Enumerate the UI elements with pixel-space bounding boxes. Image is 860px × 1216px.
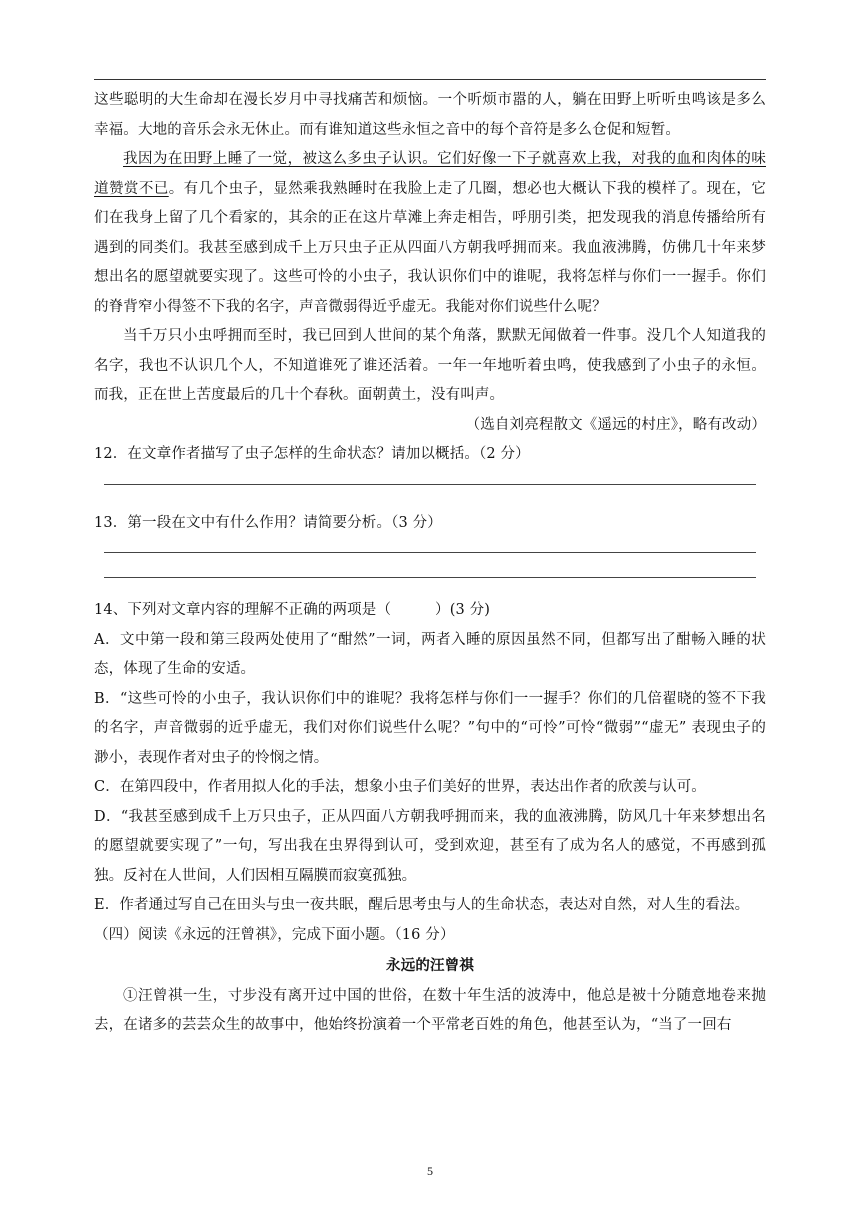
- paragraph-2-rest: 。有几个虫子，显然乘我熟睡时在我脸上走了几圈，想必也大概认下我的模样了。现在，它们在我身上留了几个看家的，其余的正在这片草滩上奔走相告，呼朋引类，把发现我的消息传播给所有遇到的同类们。我甚至感到成千上万只虫子正从四面八方朝我呼拥而来。我血液沸腾，仿佛几十年来梦想出名的愿望就要实现了。这些可怜的小虫子，我认识你们中的谁呢，我将怎样与你们一一握手。你们的脊背窄小得签不下我的名字，声音微弱得近乎虚无。我能对你们说些什么呢？: [94, 180, 767, 315]
- question-14: 14、下列对文章内容的理解不正确的两项是（ ）(3 分): [94, 602, 491, 618]
- question-13: 13．第一段在文中有什么作用？请简要分析。（3 分）: [94, 514, 442, 531]
- section-4-heading: （四）阅读《永远的汪曾祺》，完成下面小题。（16 分）: [94, 926, 455, 943]
- source-citation: （选自刘亮程散文《遥远的村庄》，略有改动）: [465, 416, 766, 433]
- paragraph-1: 这些聪明的大生命却在漫长岁月中寻找痛苦和烦恼。一个听烦市嚣的人，躺在田野上听听虫鸣该是多么幸福。大地的音乐会永无休止。而有谁知道这些永恒之音中的每个音符是多么仓促和短暂。: [94, 92, 766, 138]
- answer-line[interactable]: [104, 552, 756, 553]
- option-d: D．“我甚至感到成千上万只虫子，正从四面八方朝我呼拥而来，我的血液沸腾，防风几十年来梦想出名的愿望就要实现了”一句，写出我在虫界得到认可，受到欢迎，甚至有了成为名人的感觉，不再感到孤独。反衬在人世间，人们因相互隔膜而寂寞孤独。: [94, 808, 766, 884]
- article-title: 永远的汪曾祺: [386, 958, 474, 974]
- underlined-sentence: 我因为在田野上睡了一觉，被这么多虫子认识。它们好像一下子就喜欢上我，对我的血和肉体的味道赞赏不已: [94, 151, 766, 197]
- question-12: 12．在文章作者描写了虫子怎样的生命状态？请加以概括。（2 分）: [94, 446, 530, 462]
- paragraph-3: 当千万只小虫呼拥而至时，我已回到人世间的某个角落，默默无闻做着一件事。没几个人知道我的名字，我也不认识几个人，不知道谁死了谁还活着。一年一年地听着虫鸣，使我感到了小虫子的永恒。而我，正在世上苦度最后的几十个春秋。面朝黄土，没有叫声。: [94, 328, 766, 403]
- option-e: E．作者通过写自己在田头与虫一夜共眠，醒后思考虫与人的生命状态，表达对自然，对人生的看法。: [94, 897, 750, 913]
- page-content: [94, 86, 766, 1041]
- option-a: A．文中第一段和第三段两处使用了“酣然”一词，两者入睡的原因虽然不同，但都写出了酣畅入睡的状态，体现了生命的安适。: [94, 631, 766, 677]
- header-rule: [94, 79, 766, 80]
- option-c: C．在第四段中，作者用拟人化的手法，想象小虫子们美好的世界，表达出作者的欣羡与认可。: [94, 779, 706, 795]
- answer-line[interactable]: [104, 484, 756, 485]
- page-number: 5: [427, 1164, 433, 1178]
- option-b: B．“这些可怜的小虫子，我认识你们中的谁呢？我将怎样与你们一一握手？你们的几倍翟晓的签不下我的名字，声音微弱的近乎虚无，我们对你们说些什么呢？”句中的“可怜”可怜“微弱”“虚无” 表现虫子的渺小，表现作者对虫子的怜悯之情。: [94, 690, 766, 766]
- article-paragraph-1: ①汪曾祺一生，寸步没有离开过中国的世俗，在数十年生活的波涛中，他总是被十分随意地卷来抛去，在诸多的芸芸众生的故事中，他始终扮演着一个平常老百姓的角色，他甚至认为，“当了一回右: [94, 987, 766, 1033]
- paragraph-2: [94, 145, 766, 322]
